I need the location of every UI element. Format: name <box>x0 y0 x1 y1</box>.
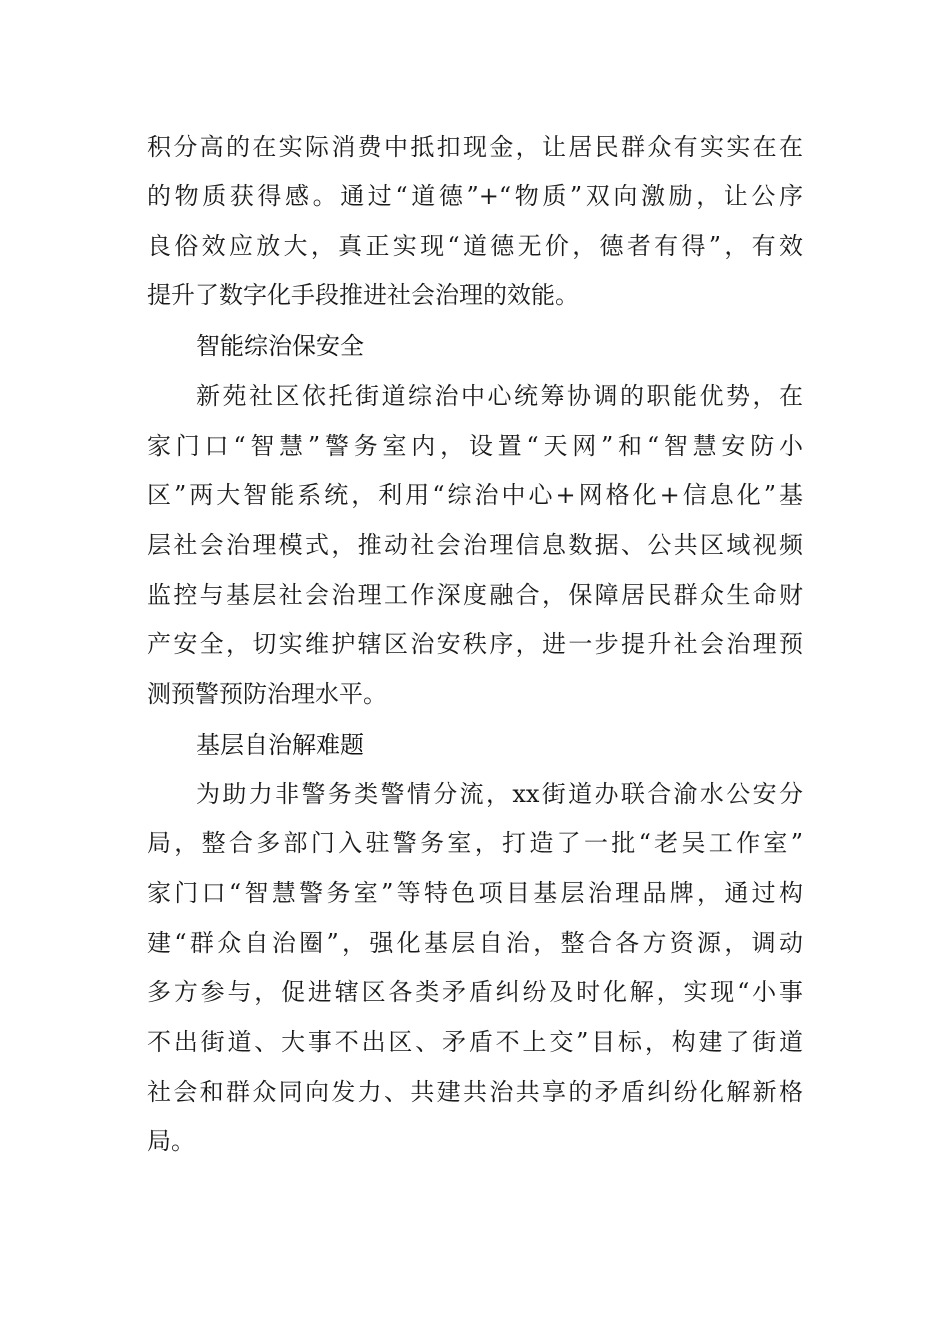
paragraph-line: 积分高的在实际消费中抵扣现金，让居民群众有实实在在 <box>147 133 803 161</box>
paragraph-line: 测预警预防治理水平。 <box>147 680 387 708</box>
paragraph-line: 监控与基层社会治理工作深度融合，保障居民群众生命财 <box>147 581 803 609</box>
paragraph-line: 良俗效应放大，真正实现“道德无价，德者有得”，有效 <box>147 232 803 260</box>
paragraph-line: 不出街道、大事不出区、矛盾不上交”目标，构建了街道 <box>147 1028 803 1056</box>
paragraph-line: 层社会治理模式，推动社会治理信息数据、公共区域视频 <box>147 531 803 559</box>
paragraph-line: 新苑社区依托街道综治中心统筹协调的职能优势，在 <box>196 382 803 410</box>
section-heading: 智能综治保安全 <box>196 332 364 360</box>
paragraph-line: 家门口“智慧警务室”等特色项目基层治理品牌，通过构 <box>147 879 803 907</box>
paragraph-line: 多方参与，促进辖区各类矛盾纠纷及时化解，实现“小事 <box>147 978 803 1006</box>
paragraph-line: 局，整合多部门入驻警务室，打造了一批“老吴工作室” <box>147 829 803 857</box>
paragraph-line: 家门口“智慧”警务室内，设置“天网”和“智慧安防小 <box>147 432 803 460</box>
paragraph-line: 社会和群众同向发力、共建共治共享的矛盾纠纷化解新格 <box>147 1078 803 1106</box>
paragraph-line: 建“群众自治圈”，强化基层自治，整合各方资源，调动 <box>147 929 803 957</box>
paragraph-line: 区”两大智能系统，利用“综治中心+网格化+信息化”基 <box>147 481 803 509</box>
paragraph-line: 局。 <box>147 1127 195 1155</box>
paragraph-line: 的物质获得感。通过“道德”+“物质”双向激励，让公序 <box>147 182 803 210</box>
paragraph-line: 提升了数字化手段推进社会治理的效能。 <box>147 281 579 309</box>
paragraph-line: 产安全，切实维护辖区治安秩序，进一步提升社会治理预 <box>147 630 803 658</box>
section-heading: 基层自治解难题 <box>196 731 364 759</box>
paragraph-line: 为助力非警务类警情分流，xx街道办联合渝水公安分 <box>196 780 803 808</box>
